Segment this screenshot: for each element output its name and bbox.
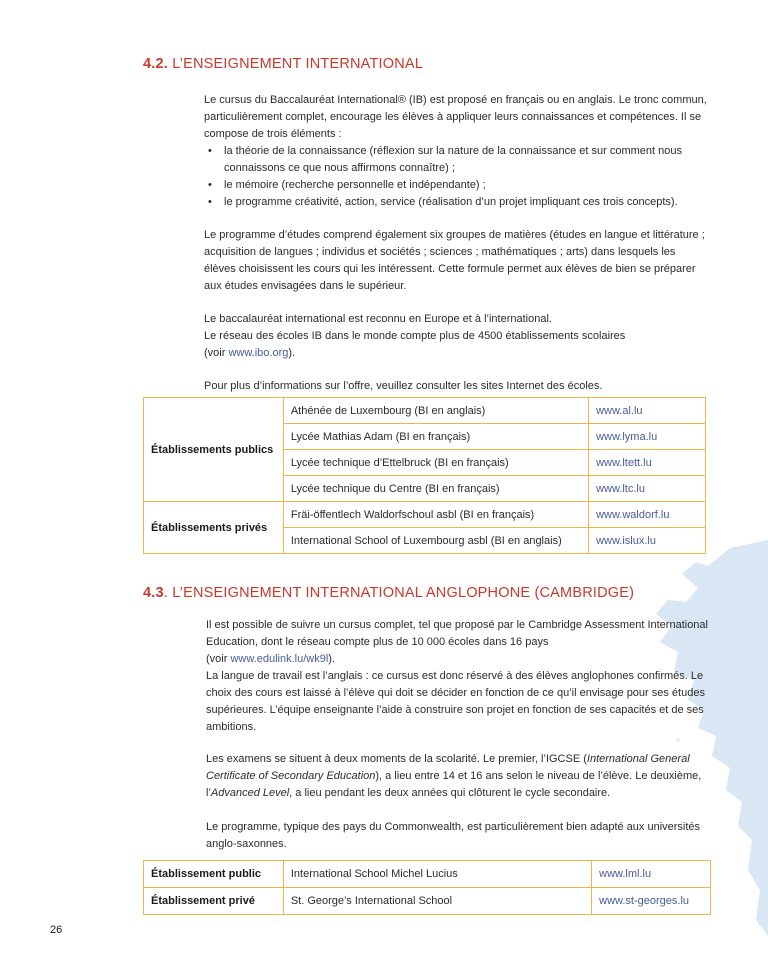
recognition-line-1: Le baccalauréat international est reconnu en Europe et à l’international. xyxy=(204,313,552,325)
table-row xyxy=(144,502,706,528)
table-row xyxy=(144,398,706,424)
list-item: • la théorie de la connaissance (réflexion sur la nature de la connaissance et sur comment nous connaissons ce que nous affirmons connaître) ; xyxy=(204,143,709,177)
exams-text-a: Les examens se situent à deux moments de la scolarité. Le premier, l’IGCSE ( xyxy=(206,753,587,765)
school-link[interactable]: www.waldorf.lu xyxy=(589,502,706,528)
section-number: 4.2. xyxy=(143,56,168,72)
school-name: Lycée Mathias Adam (BI en français) xyxy=(283,424,588,450)
school-link[interactable]: www.ltc.lu xyxy=(589,476,706,502)
cambridge-intro-paragraph xyxy=(206,617,716,736)
advanced-level-term: Advanced Level xyxy=(210,787,290,799)
school-name: Lycée technique du Centre (BI en français) xyxy=(283,476,588,502)
exams-text xyxy=(206,751,716,802)
section-title-text: . L’ENSEIGNEMENT INTERNATIONAL ANGLOPHONE (CAMBRIDGE) xyxy=(163,585,635,601)
category-cell: Établissement privé xyxy=(144,888,284,915)
school-name: Lycée technique d’Ettelbruck (BI en français) xyxy=(283,450,588,476)
school-link[interactable]: www.st-georges.lu xyxy=(592,888,711,915)
school-name: Athénée de Luxembourg (BI en anglais) xyxy=(283,398,588,424)
intro-paragraph: Le cursus du Baccalauréat International® (IB) est proposé en français ou en anglais. Le tronc commun, particulièrement complet, encourage les élèves à appliquer leurs connaissances et compétences. Il se compose de trois éléments : xyxy=(204,94,707,140)
school-name: St. George’s International School xyxy=(283,888,591,915)
ibo-link[interactable]: www.ibo.org xyxy=(228,347,289,359)
exams-text-c: , a lieu pendant les deux années qui clôturent le cycle secondaire. xyxy=(289,787,611,799)
school-link[interactable]: www.lyma.lu xyxy=(589,424,706,450)
commonwealth-paragraph xyxy=(206,819,716,853)
igcse-full-name: International General Certificate of Secondary Education xyxy=(206,753,690,782)
school-name: International School of Luxembourg asbl (BI en anglais) xyxy=(283,528,588,554)
list-item: • le mémoire (recherche personnelle et indépendante) ; xyxy=(204,177,709,194)
cambridge-language-text: La langue de travail est l’anglais : ce cursus est donc réservé à des élèves anglophones confirmés. Le choix des cours est laissé à l’élève qui doit se décider en fonction de ce qu’il envisage pour ses études supérieures. L’équipe enseignante l’aide à construire son projet en fonction de ses capacités et de ses ambitions. xyxy=(206,670,705,733)
section-title-cambridge xyxy=(143,585,634,601)
recognition-line-3 xyxy=(204,345,709,362)
cambridge-schools-table xyxy=(143,860,711,915)
school-name: Fräi-öffentlech Waldorfschoul asbl (BI en français) xyxy=(283,502,588,528)
wave-icon: ≈ xyxy=(676,736,681,745)
edulink-link[interactable]: www.edulink.lu/wk9l xyxy=(230,653,329,665)
bullet-list xyxy=(204,143,709,211)
section-1-body xyxy=(204,92,709,211)
exams-text-b: ), a lieu entre 14 et 16 ans selon le niveau de l’élève. Le deuxième, l’ xyxy=(206,770,702,799)
more-info-text: Pour plus d’informations sur l’offre, veuillez consulter les sites Internet des écoles. xyxy=(204,380,603,392)
text-prefix: (voir xyxy=(204,347,229,359)
text-suffix: ). xyxy=(328,653,336,665)
section-title-text: L’ENSEIGNEMENT INTERNATIONAL xyxy=(172,56,424,72)
table-row xyxy=(144,888,711,915)
category-cell: Établissement public xyxy=(144,861,284,888)
public-category-cell: Établissements publics xyxy=(144,398,284,502)
school-link[interactable]: www.al.lu xyxy=(589,398,706,424)
cambridge-link-line xyxy=(206,651,716,668)
more-info-paragraph xyxy=(204,378,709,395)
ib-schools-table xyxy=(143,397,706,554)
text-prefix: (voir xyxy=(206,653,231,665)
recognition-paragraph xyxy=(204,311,709,362)
exams-paragraph xyxy=(206,751,716,802)
page-number: 26 xyxy=(50,924,63,936)
section-title-international xyxy=(143,56,423,72)
school-name: International School Michel Lucius xyxy=(283,861,591,888)
section-number: 4.3 xyxy=(143,585,164,601)
programme-paragraph xyxy=(204,227,709,295)
school-link[interactable]: www.ltett.lu xyxy=(589,450,706,476)
school-link[interactable]: www.islux.lu xyxy=(589,528,706,554)
school-link[interactable]: www.lml.lu xyxy=(592,861,711,888)
list-item: • le programme créativité, action, service (réalisation d’un projet impliquant ces trois concepts). xyxy=(204,194,709,211)
text-suffix: ). xyxy=(288,347,296,359)
table-row xyxy=(144,861,711,888)
private-category-cell: Établissements privés xyxy=(144,502,284,554)
commonwealth-text: Le programme, typique des pays du Commonwealth, est particulièrement bien adapté aux universités anglo-saxonnes. xyxy=(206,821,701,850)
programme-text: Le programme d’études comprend également six groupes de matières (études en langue et littérature ; acquisition de langues ; individus et sociétés ; sciences ; mathématiques ; arts) dans lesquels les élèves choisissent les cours qui les intéressent. Cette formule permet aux élèves de bien se préparer aux études envisagées dans le supérieur. xyxy=(204,229,705,292)
cambridge-intro-text: Il est possible de suivre un cursus complet, tel que proposé par le Cambridge Assessment International Education, dont le réseau compte plus de 10 000 écoles dans 16 pays xyxy=(206,619,708,648)
recognition-line-2: Le réseau des écoles IB dans le monde compte plus de 4500 établissements scolaires xyxy=(204,330,626,342)
